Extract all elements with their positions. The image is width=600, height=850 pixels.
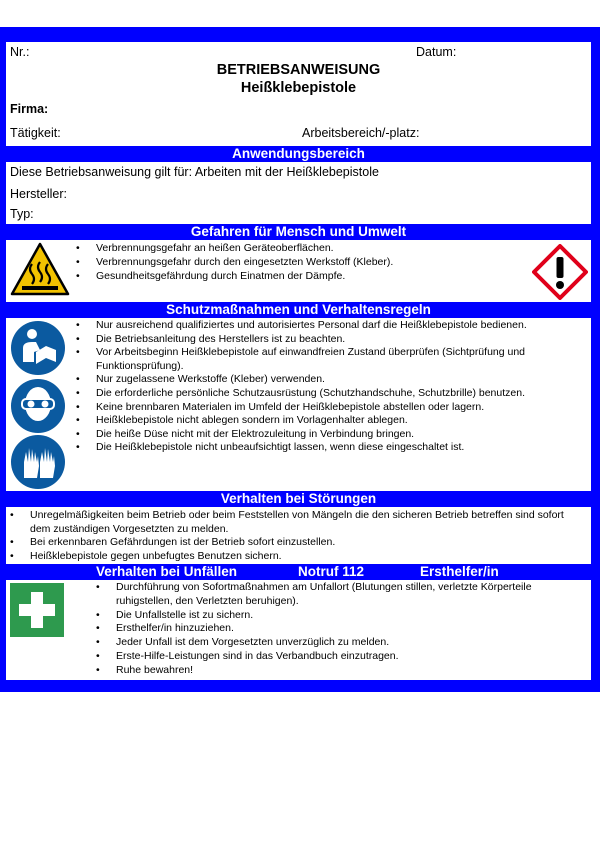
list-item: • Heißklebepistole gegen unbefugtes Benutzen sichern.: [30, 550, 586, 564]
header-block: [6, 42, 591, 146]
list-item: • Ersthelfer/in hinzuziehen.: [116, 622, 584, 636]
page-subtitle: Heißklebepistole: [240, 80, 357, 96]
list-item: • Die heiße Düse nicht mit der Elektrozuleitung in Verbindung bringen.: [96, 428, 566, 442]
list-item: • Unregelmäßigkeiten beim Betrieb oder beim Feststellen von Mängeln die den sicheren Betrieb betreffen sind sofort dem zuständigen Vorgesetzten zu melden.: [30, 509, 586, 536]
schutz-heading: Schutzmaßnahmen und Verhaltensregeln: [166, 302, 431, 317]
list-item: • Nur zugelassene Werkstoffe (Kleber) verwenden.: [96, 373, 566, 387]
list-item: • Die Unfallstelle ist zu sichern.: [116, 609, 584, 623]
read-manual-icon: [10, 320, 66, 376]
gefahren-list: [96, 241, 393, 283]
first-aid-cross-icon: [10, 583, 64, 637]
stoerungen-heading: Verhalten bei Störungen: [220, 491, 377, 506]
ersthelfer-label: Ersthelfer/in: [420, 564, 499, 579]
page-title: BETRIEBSANWEISUNG: [216, 62, 381, 78]
unfaelle-block: [6, 580, 591, 680]
gefahren-heading: Gefahren für Mensch und Umwelt: [190, 224, 407, 239]
list-item: • Die Heißklebepistole nicht unbeaufsichtigt lassen, wenn diese eingeschaltet ist.: [96, 441, 566, 455]
anwendungsbereich-text: Diese Betriebsanweisung gilt für: Arbeiten mit der Heißklebepistole: [10, 165, 379, 179]
stoerungen-list: [30, 509, 586, 563]
schutz-block: [6, 318, 591, 491]
list-item: • Heißklebepistole nicht ablegen sondern im Vorlagenhalter ablegen.: [96, 414, 566, 428]
anwendungsbereich-heading: Anwendungsbereich: [232, 146, 365, 161]
stoerungen-block: [6, 507, 591, 564]
taetigkeit-label: Tätigkeit:: [10, 126, 61, 140]
firma-label: Firma:: [10, 102, 49, 116]
schutz-list: [96, 319, 566, 455]
list-item: • Bei erkennbaren Gefährdungen ist der Betrieb sofort einzustellen.: [30, 536, 586, 550]
ghs-exclamation-icon: [532, 244, 588, 300]
anwendungsbereich-block: [6, 162, 591, 224]
list-item: • Ruhe bewahren!: [116, 664, 584, 678]
hot-surface-warning-icon: [10, 242, 70, 296]
list-item: • Erste-Hilfe-Leistungen sind in das Verbandbuch einzutragen.: [116, 650, 584, 664]
safety-goggles-icon: [10, 378, 66, 434]
list-item: • Die erforderliche persönliche Schutzausrüstung (Schutzhandschuhe, Schutzbrille) benutzen.: [96, 387, 566, 401]
list-item: • Gesundheitsgefährdung durch Einatmen der Dämpfe.: [96, 269, 393, 283]
list-item: • Verbrennungsgefahr durch den eingesetzten Werkstoff (Kleber).: [96, 255, 393, 269]
protective-gloves-icon: [10, 434, 66, 490]
list-item: • Vor Arbeitsbeginn Heißklebepistole auf einwandfreien Zustand überprüfen (Sichtprüfung und Funktionsprüfung).: [96, 346, 566, 373]
list-item: • Keine brennbaren Materialen im Umfeld der Heißklebepistole abstellen oder lagern.: [96, 401, 566, 415]
list-item: • Die Betriebsanleitung des Herstellers ist zu beachten.: [96, 333, 566, 347]
datum-label: Datum:: [416, 45, 457, 59]
hersteller-label: Hersteller:: [10, 187, 67, 201]
nr-label: Nr.:: [10, 45, 30, 59]
notruf-label: Notruf 112: [298, 564, 365, 579]
typ-label: Typ:: [10, 207, 34, 221]
list-item: • Nur ausreichend qualifiziertes und autorisiertes Personal darf die Heißklebepistole bedienen.: [96, 319, 566, 333]
gefahren-block: [6, 240, 591, 302]
unfaelle-heading: Verhalten bei Unfällen: [96, 564, 238, 579]
list-item: • Verbrennungsgefahr an heißen Geräteoberflächen.: [96, 241, 393, 255]
unfaelle-list: [116, 581, 584, 678]
list-item: • Jeder Unfall ist dem Vorgesetzten unverzüglich zu melden.: [116, 636, 584, 650]
arbeitsbereich-label: Arbeitsbereich/-platz:: [302, 126, 420, 140]
list-item: • Durchführung von Sofortmaßnahmen am Unfallort (Blutungen stillen, verletzte Körperteile ruhigstellen, den Verletzten beruhigen).: [116, 581, 584, 609]
